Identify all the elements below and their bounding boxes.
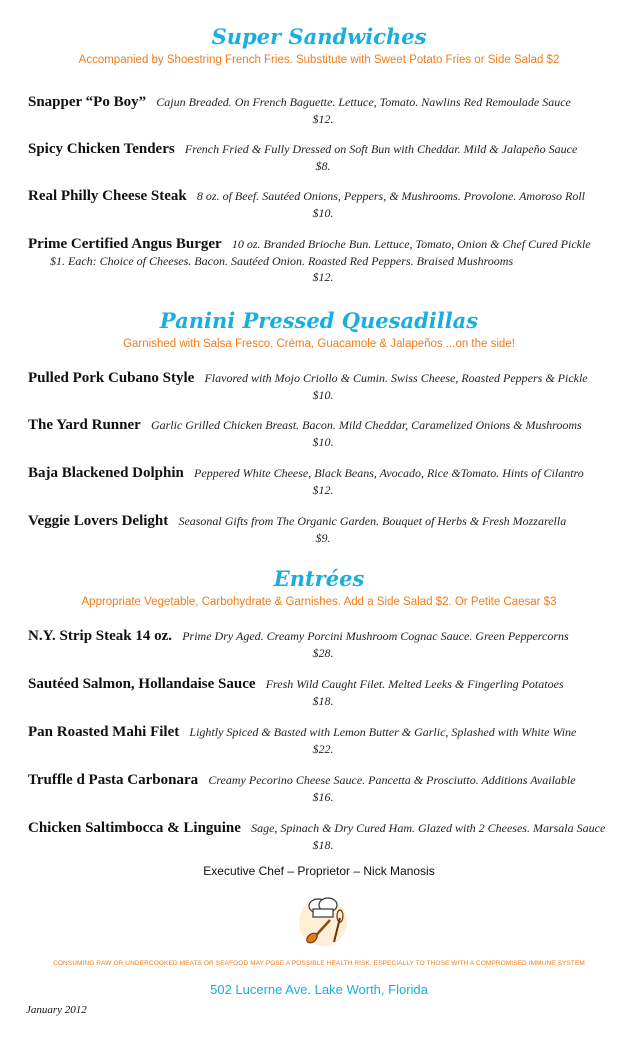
item-description: Seasonal Gifts from The Organic Garden. Bouquet of Herbs & Fresh Mozzarella xyxy=(178,514,567,528)
menu-item xyxy=(28,139,618,174)
item-name: Truffle d Pasta Carbonara xyxy=(28,772,199,788)
menu-item xyxy=(28,511,618,546)
item-price: $10. xyxy=(312,206,334,220)
section-super-sandwiches xyxy=(0,24,638,68)
item-description: French Fried & Fully Dressed on Soft Bun with Cheddar. Mild & Jalapeño Sauce xyxy=(184,142,578,156)
item-description: 10 oz. Branded Brioche Bun. Lettuce, Tomato, Onion & Chef Cured Pickle xyxy=(231,237,591,251)
item-price: $22. xyxy=(312,742,334,756)
item-price: $12. xyxy=(312,483,334,497)
menu-item xyxy=(28,674,618,709)
menu-item xyxy=(28,463,618,498)
item-price: $10. xyxy=(312,435,334,449)
item-name: The Yard Runner xyxy=(28,417,141,433)
chef-credit: Executive Chef – Proprietor – Nick Manosis xyxy=(203,864,435,878)
section-subtitle: Appropriate Vegetable, Carbohydrate & Garnishes. Add a Side Salad $2. Or Petite Caesar $3 xyxy=(81,596,557,608)
section-entrees xyxy=(0,566,638,610)
item-name: Spicy Chicken Tenders xyxy=(28,141,175,157)
item-name: Sautéed Salmon, Hollandaise Sauce xyxy=(28,676,256,692)
item-name: Real Philly Cheese Steak xyxy=(28,188,187,204)
menu-item xyxy=(28,626,618,661)
chef-hat-whisk-icon xyxy=(296,892,350,948)
menu-item xyxy=(28,818,618,853)
menu-item xyxy=(28,186,618,221)
menu-item xyxy=(28,368,618,403)
restaurant-address: 502 Lucerne Ave. Lake Worth, Florida xyxy=(210,982,428,997)
item-name: Pulled Pork Cubano Style xyxy=(28,370,195,386)
menu-item xyxy=(28,234,618,285)
item-price: $8. xyxy=(315,159,331,173)
item-name: Prime Certified Angus Burger xyxy=(28,236,222,252)
menu-item xyxy=(28,770,618,805)
menu-item xyxy=(28,415,618,450)
item-price: $9. xyxy=(315,531,331,545)
item-price: $10. xyxy=(312,388,334,402)
section-subtitle: Accompanied by Shoestring French Fries. Substitute with Sweet Potato Fries or Side Salad $2 xyxy=(78,54,560,66)
item-description: Fresh Wild Caught Filet. Melted Leeks & Fingerling Potatoes xyxy=(265,677,564,691)
item-description: Lightly Spiced & Basted with Lemon Butter & Garlic, Splashed with White Wine xyxy=(189,725,577,739)
menu-item xyxy=(28,92,618,127)
item-description: Peppered White Cheese, Black Beans, Avocado, Rice &Tomato. Hints of Cilantro xyxy=(194,466,584,480)
section-title: Panini Pressed Quesadillas xyxy=(159,308,479,333)
section-title: Entrées xyxy=(273,566,365,591)
item-description: Creamy Pecorino Cheese Sauce. Pancetta & Prosciutto. Additions Available xyxy=(208,773,576,787)
item-description: Sage, Spinach & Dry Cured Ham. Glazed with 2 Cheeses. Marsala Sauce xyxy=(251,821,606,835)
item-price: $18. xyxy=(312,694,334,708)
item-name: Chicken Saltimbocca & Linguine xyxy=(28,820,241,836)
item-price: $28. xyxy=(312,646,334,660)
item-description: Cajun Breaded. On French Baguette. Lettuce, Tomato. Nawlins Red Remoulade Sauce xyxy=(156,95,571,109)
item-price: $18. xyxy=(312,838,334,852)
item-name: Veggie Lovers Delight xyxy=(28,513,169,529)
item-description: 8 oz. of Beef. Sautéed Onions, Peppers, & Mushrooms. Provolone. Amoroso Roll xyxy=(196,189,585,203)
item-price: $16. xyxy=(312,790,334,804)
item-name: Baja Blackened Dolphin xyxy=(28,465,184,481)
item-name: Snapper “Po Boy” xyxy=(28,94,147,110)
item-description: Garlic Grilled Chicken Breast. Bacon. Mild Cheddar, Caramelized Onions & Mushrooms xyxy=(150,418,582,432)
section-panini-quesadillas xyxy=(0,308,638,352)
menu-date: January 2012 xyxy=(26,1004,87,1016)
menu-item xyxy=(28,722,618,757)
health-notice: CONSUMING RAW OR UNDERCOOKED MEATS OR SEAFOOD MAY POSE A POSSIBLE HEALTH RISK, ESPECIALLY TO THOSE WITH A COMPROMISED IMMUNE SYSTEM xyxy=(53,960,585,967)
item-price: $12. xyxy=(312,270,334,284)
item-addons: $1. Each: Choice of Cheeses. Bacon. Sautéed Onion. Roasted Red Peppers. Braised Mushrooms xyxy=(50,254,514,268)
item-description: Flavored with Mojo Criollo & Cumin. Swiss Cheese, Roasted Peppers & Pickle xyxy=(204,371,588,385)
item-name: N.Y. Strip Steak 14 oz. xyxy=(28,628,173,644)
item-price: $12. xyxy=(312,112,334,126)
item-description: Prime Dry Aged. Creamy Porcini Mushroom Cognac Sauce. Green Peppercorns xyxy=(182,629,569,643)
item-name: Pan Roasted Mahi Filet xyxy=(28,724,180,740)
section-title: Super Sandwiches xyxy=(211,24,427,49)
section-subtitle: Garnished with Salsa Fresco, Crèma, Guacamole & Jalapeños ...on the side! xyxy=(123,338,515,350)
